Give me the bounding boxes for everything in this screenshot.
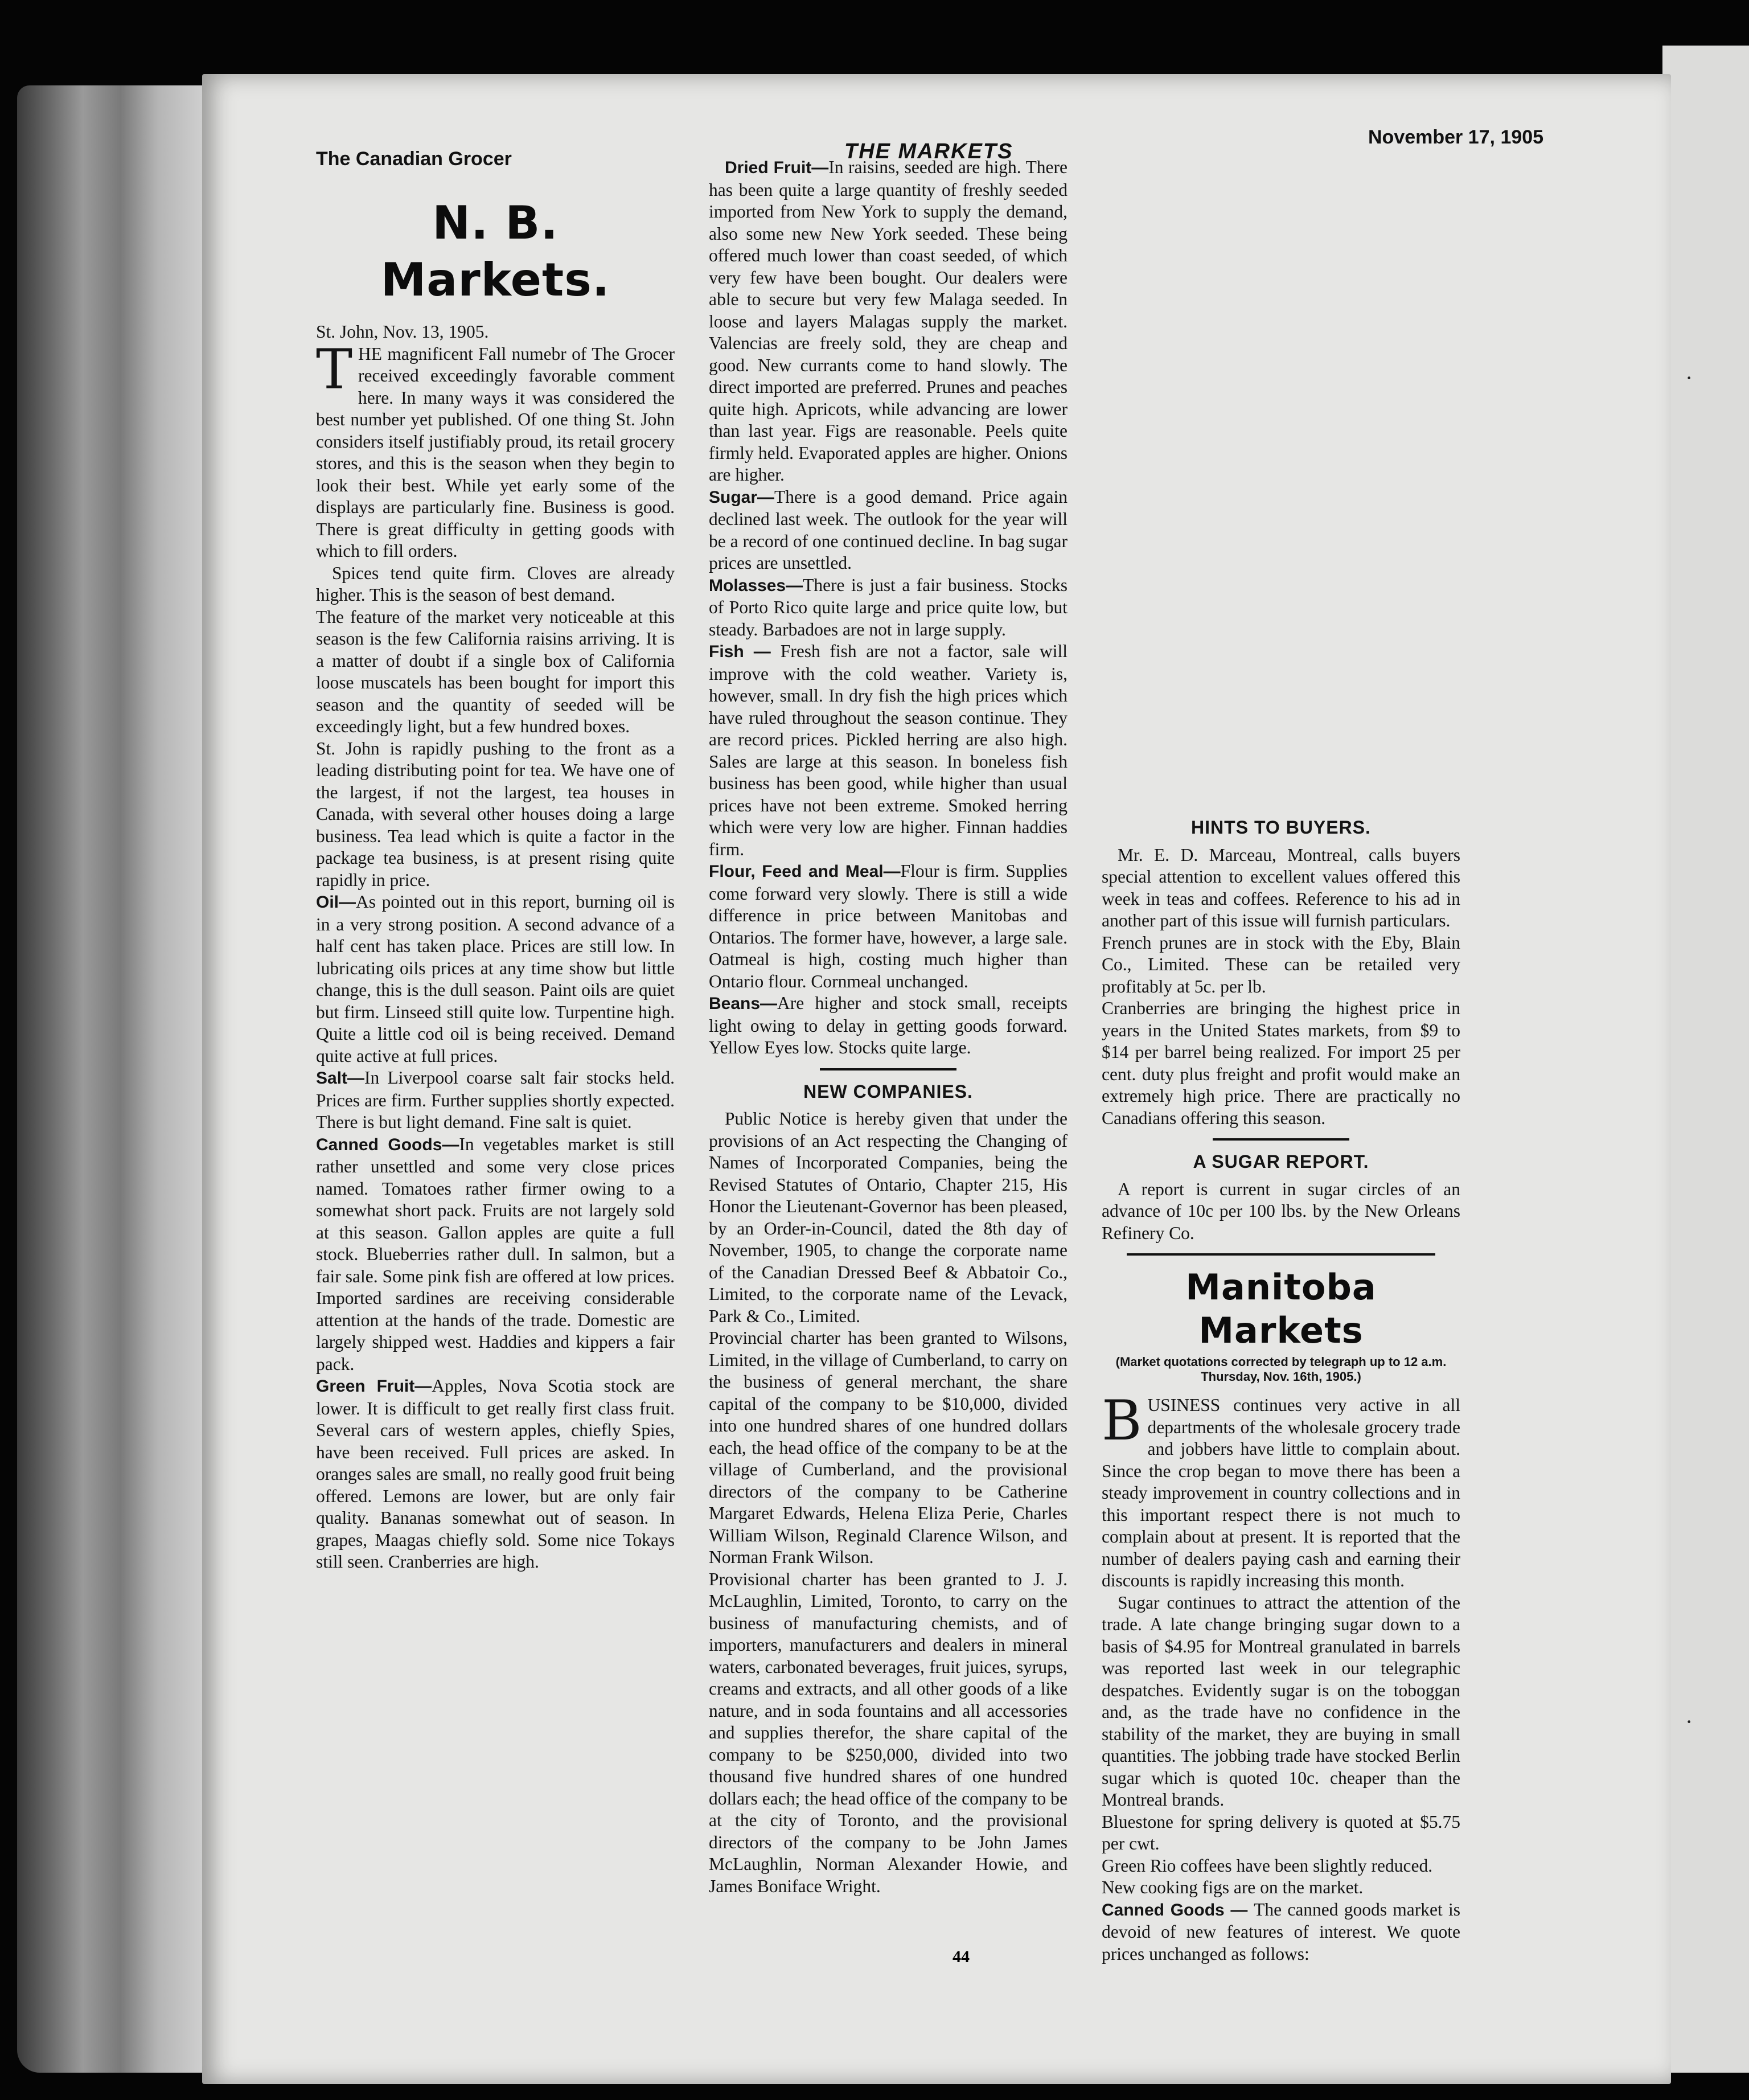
- nb-beans: Beans—Are higher and stock small, receipts light owing to delay in getting goods forward. Yellow Eyes low. Stocks quite large.: [709, 993, 1068, 1057]
- hints-prunes: French prunes are in stock with the Eby, Blain Co., Limited. These can be retailed very profitably at 5c. per lb.: [1102, 932, 1460, 996]
- column-2: [709, 157, 1068, 1897]
- nb-markets-title: N. B. Markets.: [380, 196, 610, 306]
- section-rule: [820, 1068, 956, 1070]
- book-page-edges: [17, 85, 205, 2073]
- sugar-report-title: A SUGAR REPORT.: [1193, 1151, 1369, 1172]
- nb-salt: Salt—In Liverpool coarse salt fair stocks held. Prices are firm. Further supplies shortly expected. There is but light demand. Fine salt is quiet.: [316, 1068, 675, 1132]
- column-3: [1102, 809, 1460, 1965]
- companies-mclaughlin: Provisional charter has been granted to J. J. McLaughlin, Limited, Toronto, to carry on the business of manufacturing chemists, and of importers, manufacturers and dealers in mineral waters, carbonated beverages, fruit juices, syrups, creams and extracts, and all other goods of a like nature, and in soda fountains and all accessories and supplies therefor, the share capital of the company to be $250,000, divided into two thousand five hundred shares of one hundred dollars each; the head office of the company to be at the city of Toronto, and the provisional directors of the company to be John James McLaughlin, Norman Alexander Howie, and James Boniface Wright.: [709, 1569, 1068, 1896]
- run-in-head: Fish —: [709, 642, 781, 661]
- run-in-head: Oil—: [316, 893, 356, 912]
- nb-fish: Fish — Fresh fish are not a factor, sale will improve with the cold weather. Variety is, however, small. In dry fish the high prices which have ruled throughout the season continue. They are record prices. Pickled herring are also high. Sales are large at this season. In boneless fish business has been good, while higher than usual prices have not been extreme. Smoked herring which were very low are higher. Finnan haddies firm.: [709, 641, 1068, 859]
- manitoba-sugar: Sugar continues to attract the attention of the trade. A late change bringing sugar down to a basis of $4.95 for Montreal granulated in barrels was reported last week in our telegraphic despatches. Evidently sugar is on the toboggan and, as the trade have no confidence in the stability of the market, they are buying in small quantities. The jobbing trade have stocked Berlin sugar which is quoted 10c. cheaper than the Montreal brands.: [1102, 1592, 1460, 1810]
- hints-cranberries: Cranberries are bringing the highest price in years in the United States markets, from $9 to $14 per barrel being realized. For import 25 per cent. duty plus freight and profit would make an extremely high price. There are practically no Canadians offering this season.: [1102, 998, 1460, 1128]
- drop-cap: T: [316, 337, 353, 401]
- issue-date: November 17, 1905: [1368, 126, 1544, 148]
- nb-oil: Oil—As pointed out in this report, burning oil is in a very strong position. A second advance of a half cent has taken place. Prices are still low. In lubricating oils prices at any time show but little change, this is the dull season. Paint oils are quiet but firm. Linseed still quite low. Turpentine high. Quite a little cod oil is being received. Demand quite active at full prices.: [316, 892, 675, 1066]
- section-title: THE MARKETS: [844, 140, 1013, 163]
- section-rule: [1127, 1253, 1435, 1256]
- nb-stjohn: St. John is rapidly pushing to the front as a leading distributing point for tea. We have one of the largest, if not the largest, tea houses in Canada, with several other houses doing a large business. Tea lead which is quite a factor in the package tea business, is at present rising quite rapidly in price.: [316, 738, 675, 890]
- margin-mark: ·: [1685, 365, 1693, 391]
- run-in-head: Sugar—: [709, 487, 775, 507]
- magazine-page: [202, 74, 1671, 2084]
- section-rule: [1213, 1138, 1349, 1141]
- margin-mark: ·: [1685, 1709, 1693, 1734]
- nb-molasses: Molasses—There is just a fair business. Stocks of Porto Rico quite large and price quite low, but steady. Barbadoes are not in large supply.: [709, 575, 1068, 639]
- column-1: [316, 188, 675, 1573]
- nb-green-fruit: Green Fruit—Apples, Nova Scotia stock are lower. It is difficult to get really first class fruit. Several cars of western apples, chiefly Spies, have been received. Full prices are asked. In oranges sales are small, no really good fruit being offered. Lemons are lower, but are only fair quality. Bananas somewhat out of season. In grapes, Maagas chiefly sold. Some nice Tokays still seen. Cranberries are high.: [316, 1376, 675, 1572]
- companies-notice: Public Notice is hereby given that under the provisions of an Act respecting the Changing of Names of Incorporated Companies, being the Revised Statutes of Ontario, Chapter 215, His Honor the Lieutenant-Governor has been pleased, by an Order-in-Council, dated the 8th day of November, 1905, to change the corporate name of the Canadian Dressed Beef & Abbatoir Co., Limited, to the corporate name of the Levack, Park & Co., Limited.: [709, 1109, 1068, 1326]
- nb-sugar: Sugar—There is a good demand. Price again declined last week. The outlook for the year will be a record of one continued decline. In bag sugar prices are unsettled.: [709, 486, 1068, 573]
- publication-name: The Canadian Grocer: [316, 148, 512, 170]
- nb-intro-text: HE magnificent Fall numebr of The Grocer received exceedingly favorable comment here. In many ways it was considered the best number yet published. Of one thing St. John considers itself justifiably proud, its retail grocery stores, and this is the season when they begin to look their best. While yet early some of the displays are particularly fine. Business is good. There is great difficulty in getting goods with which to fill orders.: [316, 343, 675, 561]
- nb-flour: Flour, Feed and Meal—Flour is firm. Supplies come forward very slowly. There is still a wide difference in price between Manitobas and Ontarios. The former have, however, a large sale. Oatmeal is high, costing much higher than Ontario flour. Cornmeal unchanged.: [709, 861, 1068, 991]
- manitoba-intro: [1102, 1389, 1460, 1592]
- nb-canned: Canned Goods—In vegetables market is still rather unsettled and some very close prices named. Tomatoes rather firmer owing to a somewhat short pack. Fruits are not largely sold at this season. Gallon apples are quite a full stock. Blueberries rather dull. In salmon, but a fair sale. Some pink fish are offered at low prices. Imported sardines are receiving considerable attention at the hands of the trade. Domestic are largely shipped west. Haddies and kippers a fair pack.: [316, 1134, 675, 1374]
- new-companies-title: NEW COMPANIES.: [803, 1081, 973, 1102]
- nb-intro: [316, 337, 675, 563]
- manitoba-rio: Green Rio coffees have been slightly reduced.: [1102, 1855, 1433, 1876]
- run-in-head: Flour, Feed and Meal—: [709, 862, 901, 881]
- hints-title: HINTS TO BUYERS.: [1191, 817, 1371, 838]
- run-in-head: Molasses—: [709, 576, 803, 595]
- manitoba-note: (Market quotations corrected by telegraph up to 12 a.m. Thursday, Nov. 16th, 1905.): [1115, 1355, 1447, 1384]
- manitoba-bluestone: Bluestone for spring delivery is quoted at $5.75 per cwt.: [1102, 1811, 1460, 1853]
- drop-cap: B: [1102, 1389, 1142, 1453]
- manitoba-intro-text: USINESS continues very active in all departments of the wholesale grocery trade and jobbers have little to complain about. Since the crop began to move there has been a steady improvement in country collections and in this important respect there is not much to complain about at present. It is reported that the number of dealers paying cash and earning their discounts is rapidly increasing this month.: [1102, 1395, 1460, 1590]
- manitoba-figs: New cooking figs are on the market.: [1102, 1877, 1364, 1897]
- facing-page-edge: [1662, 46, 1749, 2073]
- page-number: 44: [952, 1947, 970, 1966]
- hints-marceau: Mr. E. D. Marceau, Montreal, calls buyers special attention to excellent values offered this week in teas and coffees. Reference to his ad in another part of this issue will furnish particulars.: [1102, 844, 1460, 930]
- nb-feature: The feature of the market very noticeable at this season is the few California raisins arriving. It is a matter of doubt if a single box of California loose muscatels has been bought for import this season and the quantity of seeded will be exceedingly light, but a few hundred boxes.: [316, 606, 675, 736]
- run-in-head: Dried Fruit—: [725, 158, 829, 177]
- companies-wilsons: Provincial charter has been granted to Wilsons, Limited, in the village of Cumberland, to carry on the business of general merchant, the share capital of the company to be $10,000, divided into one hundred shares of one hundred dollars each, the head office of the company to be at the village of Cumberland, and the provisional directors of the company to be Catherine Margaret Edwards, Helena Eliza Perie, Charles William Wilson, Reginald Clarence Wilson, and Norman Frank Wilson.: [709, 1328, 1068, 1567]
- sugar-report-text: A report is current in sugar circles of an advance of 10c per 100 lbs. by the New Orleans Refinery Co.: [1102, 1179, 1460, 1243]
- nb-dateline: St. John, Nov. 13, 1905.: [316, 322, 489, 342]
- run-in-head: Beans—: [709, 994, 778, 1013]
- run-in-head: Canned Goods—: [316, 1135, 459, 1154]
- nb-dried-fruit: Dried Fruit—In raisins, seeded are high. There has been quite a large quantity of freshly seeded imported from New York to supply the demand, also some new New York seeded. These being offered much lower than coast seeded, of which very few have been bought. Our dealers were able to secure but very few Malaga seeded. In loose and layers Malagas supply the market. Valencias are freely sold, they are cheap and good. New currants come to hand slowly. The direct imported are preferred. Prunes and peaches quite high. Apricots, while advancing are lower than last year. Figs are reasonable. Peels quite firmly held. Evaporated apples are higher. Onions are higher.: [709, 157, 1068, 485]
- run-in-head: Canned Goods —: [1102, 1900, 1254, 1919]
- run-in-head: Salt—: [316, 1069, 365, 1088]
- manitoba-canned: Canned Goods — The canned goods market is devoid of new features of interest. We quote prices unchanged as follows:: [1102, 1899, 1460, 1964]
- run-in-head: Green Fruit—: [316, 1377, 432, 1396]
- manitoba-markets-title: Manitoba Markets: [1185, 1266, 1377, 1351]
- nb-spices: Spices tend quite firm. Cloves are already higher. This is the season of best demand.: [316, 563, 675, 605]
